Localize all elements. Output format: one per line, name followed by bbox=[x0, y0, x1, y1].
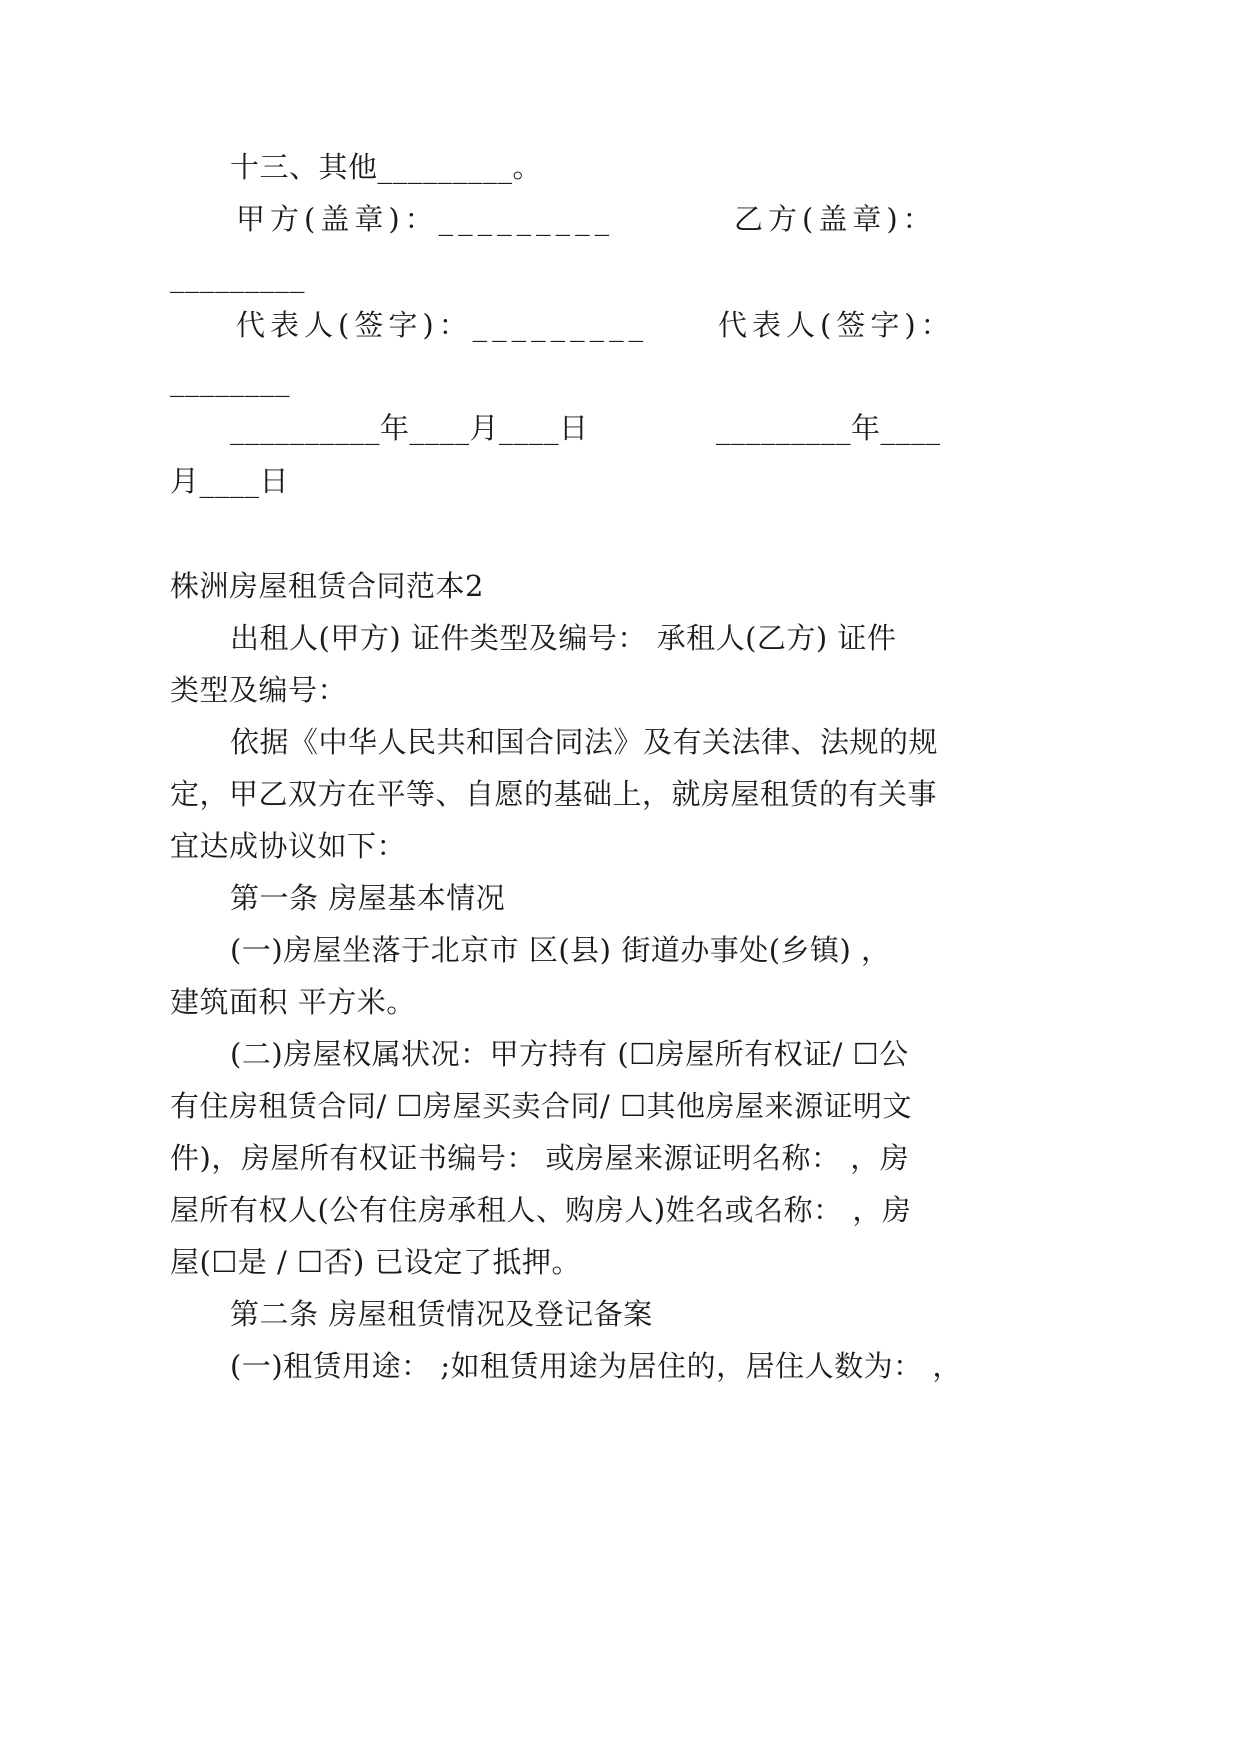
article-1-item-2-line-1: (二)房屋权属状况：甲方持有 (☐房屋所有权证/ ☐公 bbox=[230, 1037, 909, 1071]
party-b-date-continued: 月____日 bbox=[170, 464, 290, 498]
party-a-representative: 代表人(签字)：_________ bbox=[236, 308, 649, 342]
clause-13: 十三、其他_________。 bbox=[230, 150, 543, 184]
party-b-seal: 乙方(盖章)： bbox=[734, 202, 937, 236]
parties-line-2: 类型及编号： bbox=[170, 673, 348, 707]
basis-line-3: 宜达成协议如下： bbox=[170, 829, 407, 863]
basis-line-1: 依据《中华人民共和国合同法》及有关法律、法规的规 bbox=[230, 725, 939, 759]
article-1-item-1-line-1: (一)房屋坐落于北京市 区(县) 街道办事处(乡镇) ， bbox=[230, 933, 891, 967]
article-1-item-2-line-4: 屋所有权人(公有住房承租人、购房人)姓名或名称： ，房 bbox=[170, 1193, 912, 1227]
party-a-seal: 甲方(盖章)：_________ bbox=[236, 202, 615, 236]
party-b-seal-blank: _________ bbox=[170, 259, 305, 293]
article-2-item-1: (一)租赁用途： ;如租赁用途为居住的，居住人数为： ， bbox=[230, 1349, 962, 1383]
party-b-date: _________年____ bbox=[716, 411, 941, 445]
section-title: 株洲房屋租赁合同范本2 bbox=[170, 569, 484, 603]
article-1-item-1-line-2: 建筑面积 平方米。 bbox=[170, 985, 416, 1019]
article-1-title: 第一条 房屋基本情况 bbox=[230, 881, 506, 915]
article-1-item-2-line-2: 有住房租赁合同/ ☐房屋买卖合同/ ☐其他房屋来源证明文 bbox=[170, 1089, 912, 1123]
party-a-date: __________年____月____日 bbox=[230, 411, 589, 445]
parties-line-1: 出租人(甲方) 证件类型及编号： 承租人(乙方) 证件 bbox=[230, 621, 897, 655]
article-2-title: 第二条 房屋租赁情况及登记备案 bbox=[230, 1297, 653, 1331]
article-1-item-2-line-3: 件)，房屋所有权证书编号： 或房屋来源证明名称： ，房 bbox=[170, 1141, 910, 1175]
party-b-representative: 代表人(签字)： bbox=[718, 308, 955, 342]
article-1-item-2-line-5: 屋(☐是 / ☐否) 已设定了抵押。 bbox=[170, 1245, 582, 1279]
party-b-representative-blank: ________ bbox=[170, 363, 290, 397]
basis-line-2: 定，甲乙双方在平等、自愿的基础上，就房屋租赁的有关事 bbox=[170, 777, 938, 811]
